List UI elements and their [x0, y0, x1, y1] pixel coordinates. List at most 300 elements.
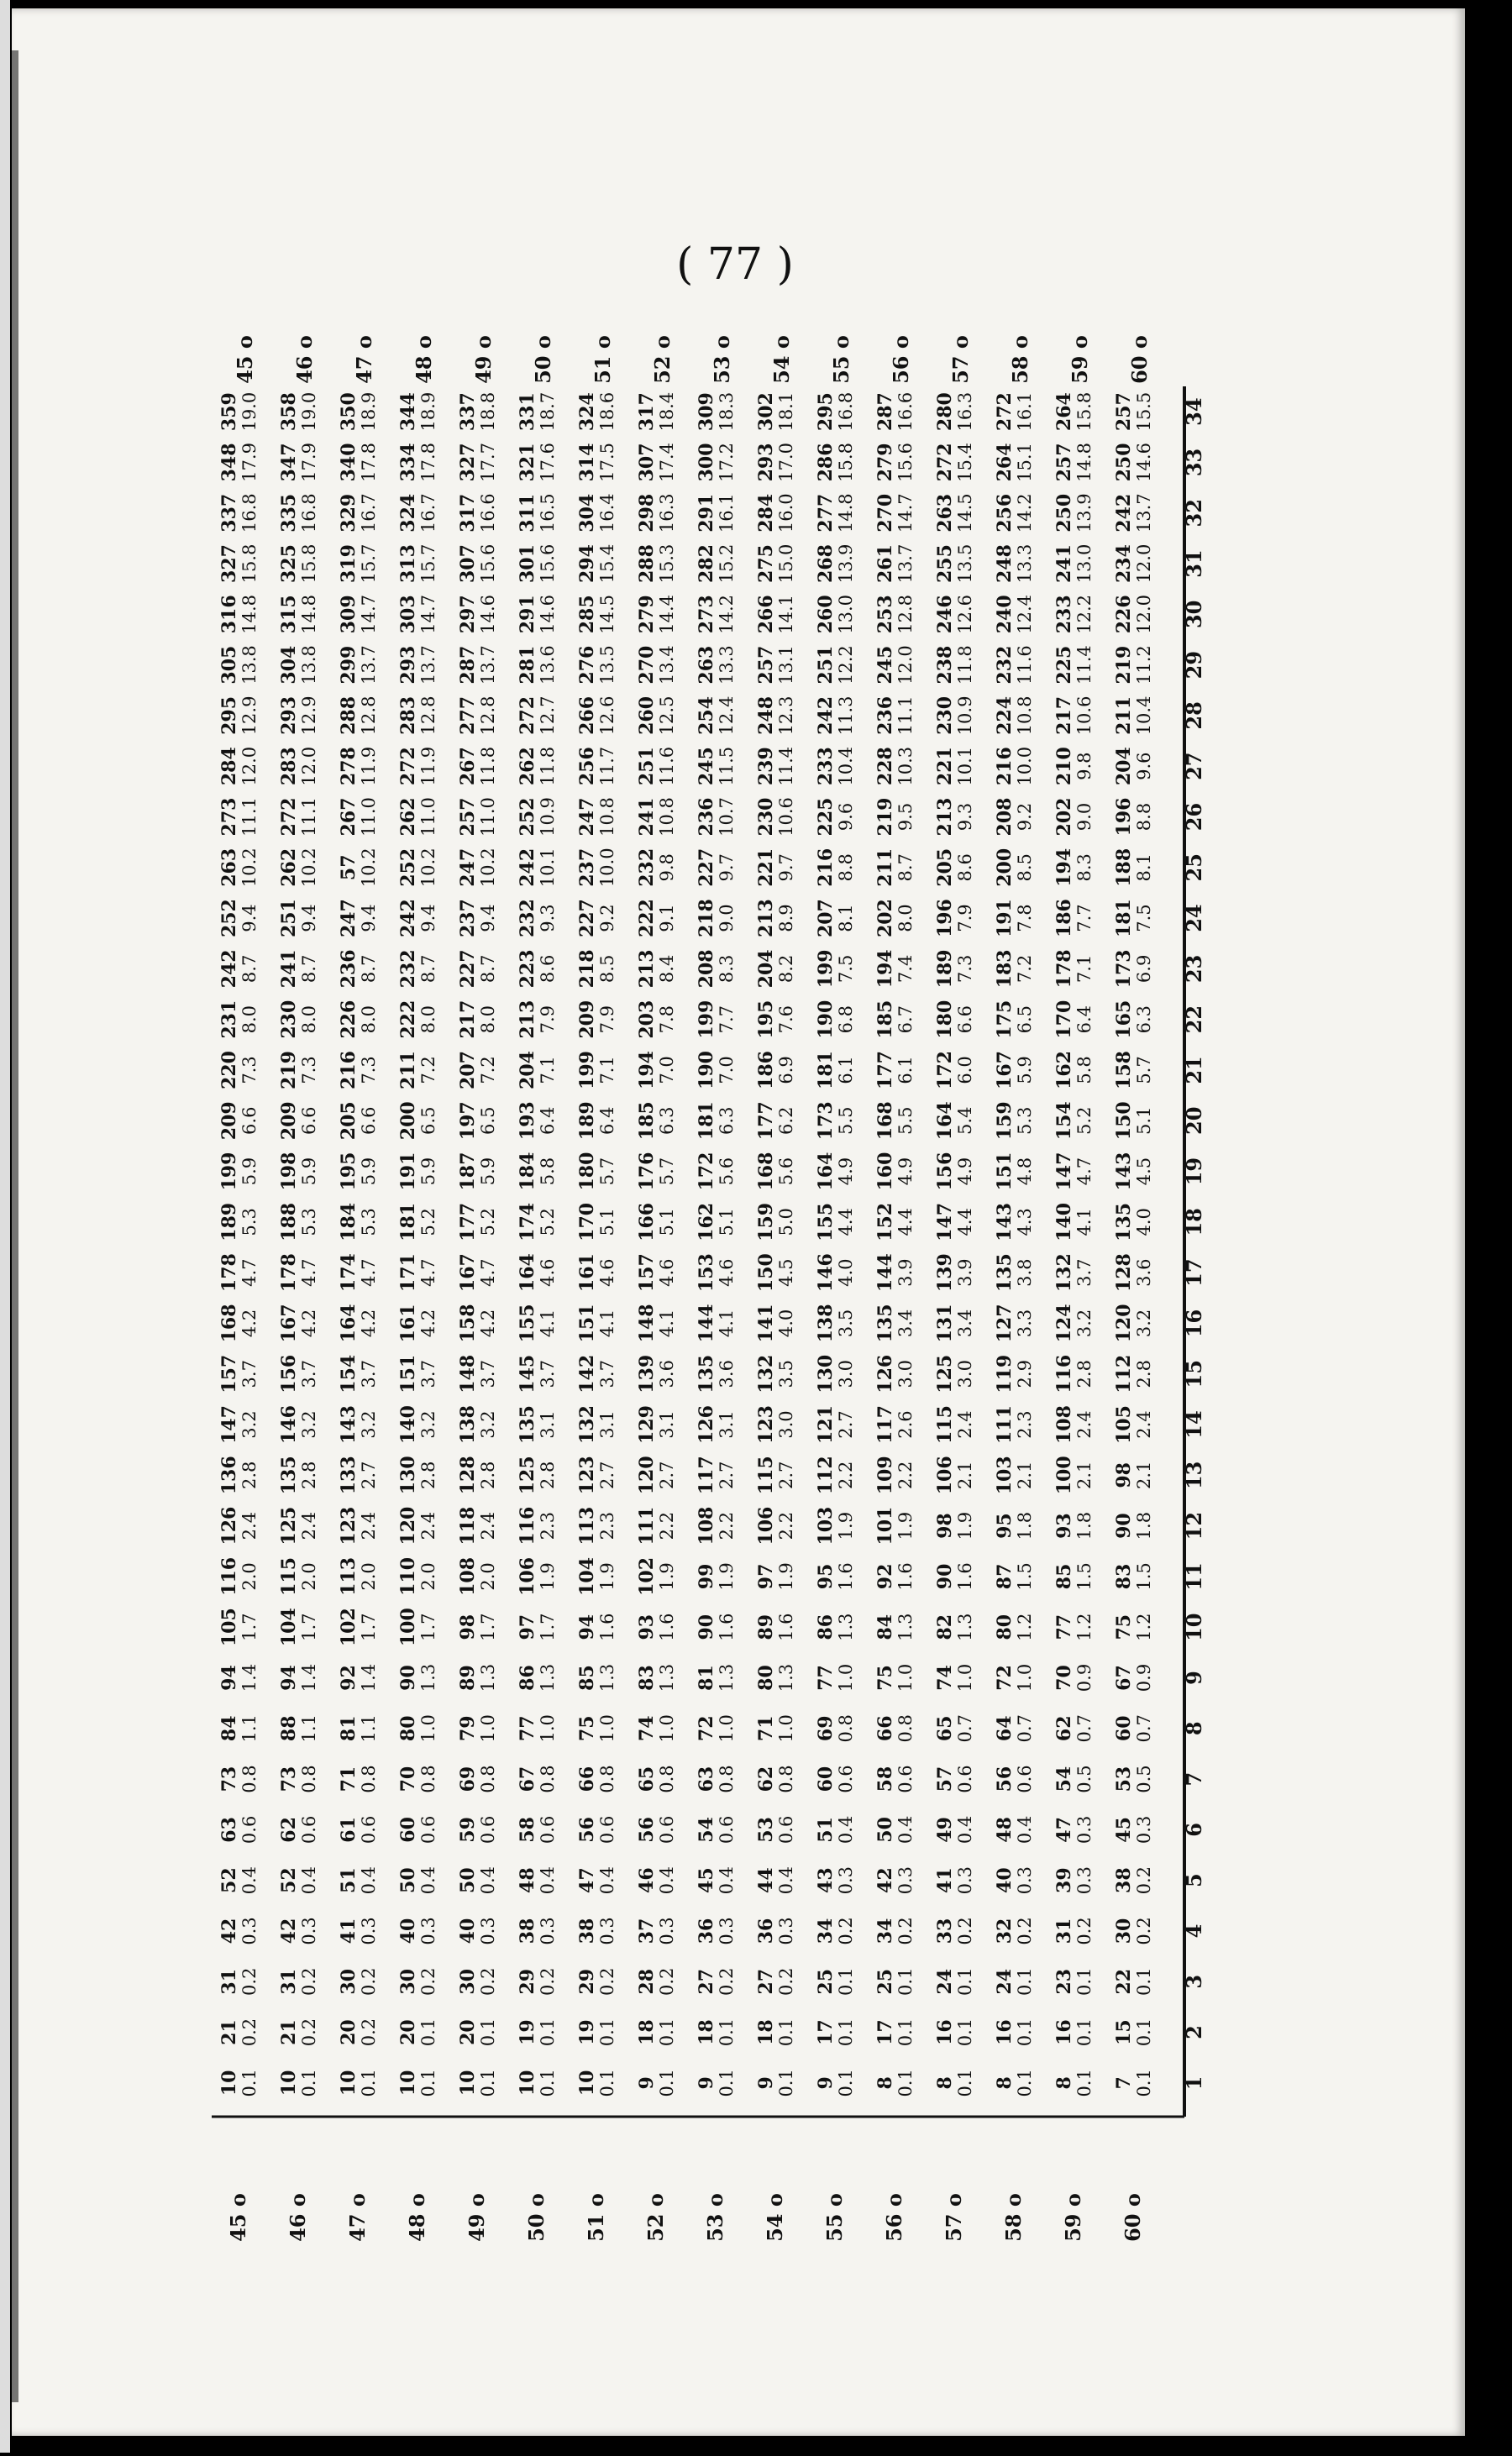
value-dec: 12.7: [538, 695, 558, 736]
value-int: 223: [517, 949, 538, 989]
value-dec: 18.6: [597, 391, 617, 432]
value-int: 127: [994, 1304, 1016, 1343]
value-dec: 3.6: [1134, 1258, 1154, 1287]
value-int: 154: [1053, 1101, 1075, 1141]
value-int: 225: [815, 797, 837, 837]
value-int: 266: [755, 595, 777, 634]
value-dec: 5.1: [717, 1208, 737, 1236]
value-int: 193: [517, 1101, 538, 1141]
value-int: 86: [815, 1614, 837, 1640]
value-int: 321: [517, 443, 538, 482]
value-dec: 2.8: [299, 1461, 319, 1490]
value-int: 189: [934, 949, 956, 989]
value-dec: 6.8: [836, 1005, 856, 1034]
value-int: 232: [994, 645, 1016, 685]
value-dec: 0.4: [299, 1866, 319, 1895]
value-dec: 2.8: [1074, 1360, 1095, 1388]
value-int: 327: [457, 443, 479, 482]
value-int: 146: [278, 1405, 300, 1444]
value-int: 117: [696, 1456, 717, 1495]
value-dec: 2.8: [478, 1461, 498, 1490]
value-int: 228: [874, 747, 896, 786]
value-dec: 8.0: [418, 1005, 438, 1034]
value-dec: 14.8: [1074, 443, 1095, 482]
value-dec: 3.2: [418, 1410, 438, 1439]
value-dec: 2.0: [359, 1562, 379, 1591]
value-dec: 0.3: [955, 1866, 975, 1895]
value-dec: 7.7: [1074, 904, 1095, 932]
value-int: 10: [457, 2070, 479, 2097]
value-dec: 3.7: [359, 1360, 379, 1388]
value-int: 284: [218, 747, 240, 786]
value-dec: 6.9: [1134, 954, 1154, 984]
value-int: 264: [1053, 392, 1075, 432]
row-label-top: 58 o: [1008, 335, 1032, 384]
value-dec: 8.0: [239, 1005, 260, 1034]
value-int: 209: [576, 1000, 598, 1039]
row-label-top: 57 o: [948, 335, 973, 384]
column-header: 16: [1182, 1309, 1206, 1338]
value-int: 97: [517, 1614, 538, 1640]
value-int: 48: [994, 1817, 1016, 1843]
value-dec: 10.4: [836, 746, 856, 786]
value-int: 181: [397, 1202, 419, 1241]
value-dec: 11.8: [478, 746, 498, 786]
value-int: 200: [397, 1101, 419, 1141]
column-header: 30: [1182, 600, 1206, 629]
value-dec: 14.2: [717, 594, 737, 634]
value-dec: 1.2: [1074, 1613, 1095, 1641]
value-int: 187: [457, 1152, 479, 1191]
value-dec: 0.8: [418, 1765, 438, 1793]
value-dec: 8.7: [299, 954, 319, 984]
value-dec: 13.9: [836, 543, 856, 584]
column-header: 21: [1182, 1056, 1206, 1084]
value-dec: 18.9: [359, 391, 379, 432]
value-int: 190: [696, 1051, 717, 1089]
value-int: 135: [696, 1354, 717, 1393]
value-int: 198: [278, 1152, 300, 1191]
value-int: 252: [517, 797, 538, 837]
value-int: 56: [636, 1817, 658, 1843]
value-int: 272: [397, 747, 419, 786]
value-dec: 5.8: [538, 1157, 558, 1186]
column-header: 17: [1182, 1258, 1206, 1287]
row-label-bottom: 59 o: [1061, 2193, 1085, 2242]
value-int: 257: [755, 645, 777, 685]
value-dec: 0.3: [1134, 1815, 1154, 1845]
value-int: 24: [934, 1968, 956, 1995]
value-int: 175: [994, 1000, 1016, 1039]
value-dec: 0.1: [1074, 1967, 1095, 1996]
value-dec: 0.1: [776, 2069, 796, 2097]
value-int: 65: [636, 1766, 658, 1792]
value-dec: 3.5: [776, 1360, 796, 1388]
value-dec: 2.0: [418, 1562, 438, 1591]
value-int: 272: [934, 443, 956, 482]
value-int: 245: [874, 645, 896, 685]
value-dec: 1.7: [239, 1613, 260, 1641]
value-int: 125: [934, 1354, 956, 1393]
value-dec: 3.8: [1015, 1258, 1035, 1287]
value-dec: 3.7: [538, 1360, 558, 1388]
value-int: 139: [934, 1253, 956, 1293]
value-int: 138: [457, 1405, 479, 1444]
value-int: 33: [934, 1918, 956, 1944]
value-int: 234: [1113, 544, 1135, 583]
value-dec: 0.1: [657, 2018, 677, 2047]
value-int: 199: [218, 1152, 240, 1191]
value-dec: 2.4: [478, 1511, 498, 1540]
value-dec: 1.1: [299, 1714, 319, 1743]
value-int: 71: [338, 1766, 360, 1792]
value-int: 291: [517, 595, 538, 634]
column-header: 18: [1182, 1208, 1206, 1236]
value-dec: 2.0: [478, 1562, 498, 1591]
value-dec: 0.4: [1015, 1815, 1035, 1845]
value-int: 183: [994, 949, 1016, 989]
value-int: 205: [934, 848, 956, 887]
value-int: 37: [636, 1918, 658, 1944]
value-int: 294: [576, 544, 598, 583]
value-int: 10: [517, 2070, 538, 2097]
value-dec: 3.7: [1074, 1258, 1095, 1287]
value-int: 177: [755, 1101, 777, 1141]
value-dec: 4.9: [955, 1157, 975, 1186]
value-int: 256: [994, 493, 1016, 533]
value-dec: 4.2: [359, 1309, 379, 1338]
value-dec: 0.1: [1134, 2069, 1154, 2097]
value-dec: 1.3: [478, 1663, 498, 1692]
value-int: 144: [696, 1304, 717, 1343]
value-dec: 13.6: [538, 645, 558, 685]
value-dec: 12.0: [299, 746, 319, 786]
value-int: 224: [994, 695, 1016, 735]
value-int: 45: [1113, 1817, 1135, 1843]
value-int: 70: [1053, 1665, 1075, 1691]
value-int: 297: [457, 595, 479, 634]
value-dec: 0.1: [717, 2018, 737, 2047]
value-dec: 9.6: [1134, 752, 1154, 780]
value-int: 167: [994, 1051, 1016, 1089]
value-dec: 4.5: [1134, 1157, 1154, 1186]
value-dec: 1.3: [836, 1613, 856, 1641]
value-dec: 13.0: [1074, 543, 1095, 584]
value-int: 8: [874, 2076, 896, 2090]
value-int: 62: [278, 1817, 300, 1843]
value-int: 176: [636, 1152, 658, 1191]
value-dec: 12.8: [359, 695, 379, 736]
value-int: 151: [576, 1304, 598, 1343]
value-int: 154: [338, 1354, 360, 1393]
value-int: 9: [696, 2076, 717, 2090]
column-header: 19: [1182, 1157, 1206, 1186]
value-dec: 4.6: [538, 1258, 558, 1287]
row-label-bottom: 50 o: [524, 2193, 549, 2242]
value-int: 39: [1053, 1867, 1075, 1893]
value-int: 98: [934, 1513, 956, 1539]
value-int: 146: [815, 1253, 837, 1293]
value-dec: 0.1: [955, 2069, 975, 2097]
value-int: 207: [457, 1051, 479, 1089]
value-int: 31: [1053, 1918, 1075, 1944]
value-int: 219: [1113, 645, 1135, 685]
value-dec: 12.8: [895, 594, 916, 634]
value-int: 178: [278, 1253, 300, 1293]
value-dec: 0.2: [955, 1917, 975, 1945]
value-dec: 16.1: [1015, 391, 1035, 432]
value-dec: 5.9: [478, 1157, 498, 1186]
value-int: 54: [696, 1817, 717, 1843]
value-dec: 18.8: [478, 391, 498, 432]
value-int: 307: [636, 443, 658, 482]
value-int: 116: [517, 1506, 538, 1545]
value-dec: 2.6: [895, 1410, 916, 1439]
value-int: 257: [1053, 443, 1075, 482]
value-int: 155: [815, 1202, 837, 1241]
value-int: 108: [1053, 1405, 1075, 1444]
value-dec: 0.4: [418, 1866, 438, 1895]
value-int: 157: [218, 1354, 240, 1393]
value-int: 211: [397, 1051, 419, 1089]
value-dec: 0.8: [299, 1765, 319, 1793]
value-dec: 0.1: [1134, 1967, 1154, 1996]
value-int: 81: [338, 1715, 360, 1742]
value-int: 153: [696, 1253, 717, 1293]
row-label-top: 50 o: [531, 335, 555, 384]
value-int: 275: [755, 544, 777, 583]
value-int: 97: [755, 1563, 777, 1590]
value-dec: 12.0: [1134, 543, 1154, 584]
value-int: 10: [218, 2070, 240, 2097]
value-int: 159: [994, 1101, 1016, 1141]
value-int: 298: [636, 493, 658, 533]
value-dec: 10.6: [1074, 695, 1095, 736]
value-int: 293: [278, 695, 300, 735]
value-dec: 15.0: [776, 543, 796, 584]
value-dec: 0.3: [359, 1917, 379, 1945]
value-int: 41: [338, 1918, 360, 1944]
value-int: 120: [636, 1456, 658, 1495]
value-int: 185: [874, 1000, 896, 1039]
value-int: 103: [994, 1456, 1016, 1495]
value-dec: 4.1: [657, 1309, 677, 1338]
value-int: 181: [696, 1101, 717, 1141]
value-int: 272: [994, 392, 1016, 432]
value-dec: 0.8: [895, 1714, 916, 1743]
value-int: 135: [994, 1253, 1016, 1293]
value-int: 7: [1113, 2076, 1135, 2090]
value-dec: 14.1: [776, 594, 796, 634]
value-int: 252: [397, 848, 419, 887]
value-dec: 7.5: [836, 954, 856, 984]
value-int: 199: [696, 1000, 717, 1039]
value-int: 125: [278, 1506, 300, 1545]
value-dec: 8.5: [597, 954, 617, 984]
value-dec: 14.5: [597, 594, 617, 634]
row-label-bottom: 48 o: [405, 2193, 429, 2242]
value-dec: 0.4: [597, 1866, 617, 1895]
value-int: 185: [636, 1101, 658, 1141]
column-header: 24: [1182, 904, 1206, 932]
value-int: 202: [1053, 797, 1075, 837]
value-int: 92: [874, 1563, 896, 1590]
value-dec: 9.8: [657, 853, 677, 882]
value-int: 152: [874, 1202, 896, 1241]
value-dec: 10.1: [538, 848, 558, 888]
value-dec: 12.5: [657, 695, 677, 736]
value-dec: 2.2: [776, 1511, 796, 1540]
value-dec: 5.1: [597, 1208, 617, 1236]
value-int: 44: [755, 1867, 777, 1893]
value-dec: 10.8: [597, 797, 617, 837]
value-int: 99: [696, 1563, 717, 1590]
value-dec: 2.4: [359, 1511, 379, 1540]
value-int: 45: [696, 1867, 717, 1893]
value-dec: 1.3: [418, 1663, 438, 1692]
value-dec: 10.0: [1015, 746, 1035, 786]
value-dec: 0.1: [895, 1967, 916, 1996]
value-int: 77: [815, 1665, 837, 1691]
value-dec: 1.9: [538, 1562, 558, 1591]
value-int: 324: [397, 493, 419, 533]
value-dec: 4.4: [895, 1208, 916, 1236]
value-dec: 1.3: [955, 1613, 975, 1641]
value-dec: 2.1: [955, 1461, 975, 1490]
value-int: 63: [218, 1817, 240, 1843]
value-int: 123: [338, 1506, 360, 1545]
value-int: 219: [278, 1051, 300, 1089]
value-int: 145: [517, 1354, 538, 1393]
value-int: 75: [576, 1715, 598, 1742]
value-dec: 4.2: [239, 1309, 260, 1338]
value-int: 94: [576, 1614, 598, 1640]
value-int: 317: [457, 493, 479, 533]
value-dec: 16.8: [239, 493, 260, 533]
value-dec: 0.1: [1074, 2069, 1095, 2097]
value-dec: 0.1: [836, 1967, 856, 1996]
value-dec: 3.2: [239, 1410, 260, 1439]
value-dec: 0.2: [239, 2018, 260, 2047]
value-int: 151: [397, 1354, 419, 1393]
value-int: 197: [457, 1101, 479, 1141]
value-dec: 0.1: [1134, 2018, 1154, 2047]
value-int: 283: [397, 695, 419, 735]
value-dec: 8.3: [717, 954, 737, 984]
value-int: 65: [934, 1715, 956, 1742]
value-dec: 14.6: [538, 594, 558, 634]
value-int: 9: [636, 2076, 658, 2090]
value-dec: 13.3: [717, 645, 737, 685]
value-int: 113: [338, 1556, 360, 1596]
value-int: 135: [874, 1304, 896, 1343]
value-dec: 7.4: [895, 954, 916, 984]
value-dec: 8.7: [418, 954, 438, 984]
value-dec: 12.9: [239, 695, 260, 736]
value-dec: 0.2: [359, 1967, 379, 1996]
value-int: 8: [1053, 2076, 1075, 2090]
value-dec: 1.0: [776, 1714, 796, 1743]
value-dec: 1.8: [1134, 1511, 1154, 1540]
value-dec: 1.6: [657, 1613, 677, 1641]
value-int: 189: [576, 1101, 598, 1141]
value-dec: 0.1: [657, 2069, 677, 2097]
value-dec: 9.4: [299, 904, 319, 932]
value-dec: 8.0: [895, 904, 916, 932]
value-dec: 0.3: [657, 1917, 677, 1945]
value-int: 216: [815, 848, 837, 887]
value-dec: 14.7: [895, 493, 916, 533]
value-dec: 3.0: [955, 1360, 975, 1388]
value-int: 194: [1053, 848, 1075, 887]
value-int: 38: [517, 1918, 538, 1944]
value-dec: 5.6: [776, 1157, 796, 1186]
value-dec: 6.4: [1074, 1005, 1095, 1034]
value-int: 25: [874, 1968, 896, 1995]
value-dec: 1.3: [597, 1663, 617, 1692]
value-int: 151: [994, 1152, 1016, 1191]
value-int: 241: [1053, 544, 1075, 583]
value-dec: 1.5: [1074, 1562, 1095, 1591]
value-dec: 1.9: [955, 1511, 975, 1540]
value-dec: 5.7: [657, 1157, 677, 1186]
value-dec: 1.8: [1074, 1511, 1095, 1540]
value-int: 240: [994, 595, 1016, 634]
value-dec: 0.1: [418, 2018, 438, 2047]
value-dec: 1.1: [239, 1714, 260, 1743]
value-int: 66: [576, 1766, 598, 1792]
row-label-top: 53 o: [710, 335, 734, 384]
value-int: 257: [1113, 392, 1135, 432]
value-int: 213: [517, 1000, 538, 1039]
value-dec: 6.1: [836, 1056, 856, 1084]
value-int: 136: [218, 1456, 240, 1495]
value-dec: 13.1: [776, 645, 796, 685]
value-dec: 0.3: [478, 1917, 498, 1945]
value-dec: 1.4: [299, 1663, 319, 1692]
value-int: 18: [636, 2019, 658, 2045]
value-int: 110: [397, 1556, 419, 1596]
value-dec: 1.4: [239, 1663, 260, 1692]
value-dec: 0.2: [478, 1967, 498, 1996]
value-dec: 4.0: [1134, 1208, 1154, 1236]
value-dec: 19.0: [299, 391, 319, 432]
value-dec: 1.1: [359, 1714, 379, 1743]
value-int: 16: [1053, 2019, 1075, 2045]
value-int: 29: [517, 1968, 538, 1995]
value-dec: 1.2: [1015, 1613, 1035, 1641]
value-dec: 7.1: [1074, 954, 1095, 984]
value-int: 251: [278, 899, 300, 938]
value-dec: 0.2: [1015, 1917, 1035, 1945]
column-header: 15: [1182, 1360, 1206, 1388]
value-dec: 3.2: [1134, 1309, 1154, 1338]
value-dec: 15.2: [717, 543, 737, 584]
value-int: 8: [934, 2076, 956, 2090]
value-dec: 3.2: [1074, 1309, 1095, 1338]
value-dec: 7.7: [717, 1005, 737, 1034]
value-dec: 0.1: [538, 2018, 558, 2047]
value-dec: 11.3: [836, 695, 856, 736]
value-dec: 1.7: [299, 1613, 319, 1641]
value-int: 211: [874, 848, 896, 887]
value-dec: 7.3: [299, 1056, 319, 1084]
value-int: 38: [576, 1918, 598, 1944]
value-dec: 0.2: [597, 1967, 617, 1996]
value-int: 170: [1053, 1000, 1075, 1039]
value-dec: 0.6: [418, 1815, 438, 1845]
value-int: 261: [874, 544, 896, 583]
